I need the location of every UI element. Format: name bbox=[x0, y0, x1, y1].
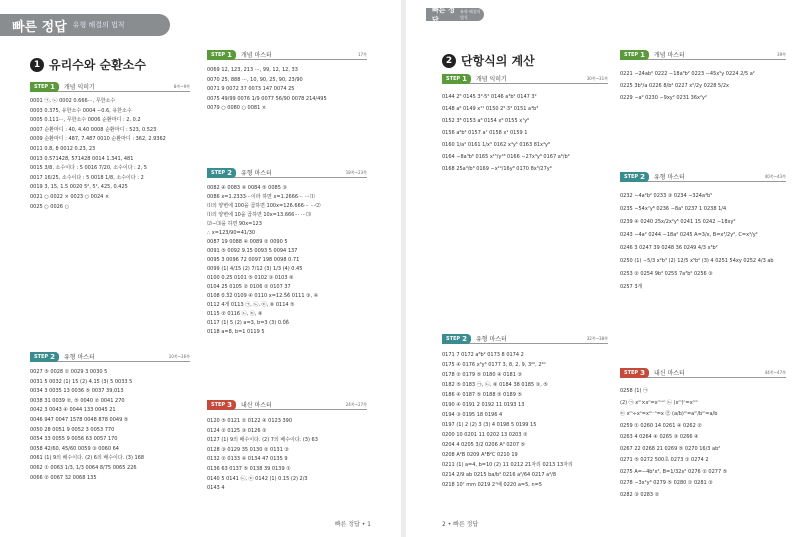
answer-list bbox=[620, 386, 786, 501]
header-subtitle: 유형 해결의 법칙 bbox=[72, 21, 125, 29]
answer-row: 0239 ④ 0240 25x/2x²y⁵ 0241 15 0242 −18xy² bbox=[620, 219, 736, 225]
step-name: 유형 마스터 bbox=[63, 354, 95, 361]
step-page: 8쪽~9쪽 bbox=[173, 83, 190, 89]
answer-row: 0186 ④ 0187 ⑤ 0188 ⑤ 0189 ⑤ bbox=[442, 392, 522, 398]
answer-row: 0132 ② 0133 ④ 0134 47 0135 9 bbox=[207, 456, 288, 463]
answer-row: 0019 3, 15, 1.5 0020 5², 5², 425, 0.425 bbox=[30, 184, 128, 191]
answer-row: 0221 −24ab² 0222 −18a³b² 0223 −45x⁵y 0224 2/5 a² bbox=[620, 71, 755, 77]
answer-row: 0069 12, 123, 213 ⋯, 99, 12, 12, 33 bbox=[207, 67, 298, 73]
answer-row: 0204 4 0205 3/2 0206 A³ 0207 ⑤ bbox=[442, 442, 526, 448]
answer-row: 0127 (1) 9의 배수이다. (2) 7의 배수이다. (3) 63 bbox=[207, 437, 318, 444]
step-header bbox=[442, 74, 608, 84]
answer-row: 0050 28 0051 9 0052 3 0053 770 bbox=[30, 426, 115, 433]
answer-row: 0211 (1) a=4, b=10 (2) 11 0212 21자리 0213 13자리 bbox=[442, 462, 573, 468]
step-name: 개념 마스터 bbox=[653, 52, 685, 59]
answer-row: 0235 −54x⁷y⁸ 0236 −8a⁵ 0237 1 0238 1/4 bbox=[620, 206, 727, 212]
answer-row: 0005 0.111⋯, 무한소수 0006 순환마디 : 2, 0.2̇ bbox=[30, 117, 141, 124]
answer-row: 0095 3 0096 72 0097 198 0098 0.7̇1̇ bbox=[207, 257, 300, 263]
answer-row: 0200 10 0201 11 0202 13 0203 ② bbox=[442, 432, 528, 438]
step-page: 10쪽~16쪽 bbox=[168, 353, 190, 359]
section-title: 단항식의 계산 bbox=[461, 54, 535, 68]
answer-row: 0190 ④ 0191 2 0192 11 0193 13 bbox=[442, 402, 525, 408]
answer-row: 0007 순환마디 : 40, 4.4̇0̇ 0008 순환마디 : 523, 0.5̇23̇ bbox=[30, 126, 157, 133]
step-name: 개념 익히기 bbox=[475, 76, 507, 83]
header-title: 빠른 정답 bbox=[432, 5, 455, 24]
answer-row: 0160 1/a² 0161 1/x⁵ 0162 x⁴y⁵ 0163 81x⁴y⁸ bbox=[442, 142, 551, 148]
answer-row: 0117 (1) 5 (2) a=3, b=3 (3) 0.0̇6̇ bbox=[207, 320, 289, 326]
answer-row: 0136 63 0137 ⑤ 0138 39 0139 ① bbox=[207, 465, 291, 472]
answer-row: 0178 ② 0179 ⑤ 0180 ④ 0181 ③ bbox=[442, 372, 522, 378]
answer-row: 0086 x=1.2333⋯이라 하면 x=1.2666⋯ ⋯⑴ bbox=[207, 194, 315, 200]
answer-row: 0099 (1) 4/15 (2) 7/12 (3) 1/3 (4) 0.4̇5̇ bbox=[207, 266, 303, 272]
answer-row: 0062 ① 0063 1/3, 1/3 0064 8/75 0065 226 bbox=[30, 464, 137, 471]
answer-row: 0079 ○ 0080 ○ 0081 × bbox=[207, 105, 267, 112]
section-heading bbox=[442, 52, 535, 69]
answer-row: 0042 3 0043 ④ 0044 133 0045 21 bbox=[30, 407, 116, 414]
answer-row: 0243 −4a² 0244 −18a² 0245 A=3/x, B=x³/2y², C=x⁴/y² bbox=[620, 232, 758, 238]
answer-row: 0120 ⑤ 0121 ② 0122 ④ 0123 390 bbox=[207, 418, 293, 424]
answer-list bbox=[207, 66, 367, 114]
answer-row: 0250 (1) −5/3 x²b³ (2) 12/5 x⁵b² (3) 4 0251 54xy 0252 4/3 ab bbox=[620, 258, 774, 264]
step-header bbox=[30, 352, 190, 362]
right-page bbox=[406, 0, 807, 537]
answer-row: 0208 A²B 0209 A³B²C 0210 19 bbox=[442, 452, 518, 458]
answer-list bbox=[207, 417, 367, 494]
answer-row: 0061 (1) 9의 배수이다. (2) 6의 배수이다. (3) 168 bbox=[30, 455, 145, 462]
answer-row: 0194 ③ 0195 18 0196 4 bbox=[442, 412, 503, 418]
answer-row: 0168 25a⁴/b⁶ 0169 −x¹⁰/16y⁸ 0170 8x³/27y⁶ bbox=[442, 166, 552, 172]
answer-row: 0232 −4a²b² 0233 ③ 0234 −324a⁴b⁵ bbox=[620, 193, 713, 199]
answer-row: 0034 3 0035 13 0036 ⑤ 0037 39,013 bbox=[30, 388, 124, 395]
section-heading bbox=[30, 56, 146, 73]
answer-row: 0115 ② 0116 ㉡, ㉢, ⑧ bbox=[207, 311, 263, 317]
answer-row: 0087 19 0088 ④ 0089 ② 0090 5 bbox=[207, 239, 288, 245]
step-badge: STEP 3 bbox=[620, 368, 649, 378]
answer-row: 0218 10⁷ mm 0219 2⁷배 0220 a=5, n=5 bbox=[442, 482, 542, 488]
answer-row: 0091 ⑤ 0092 9.1̇5̇ 0093 5 0094 137 bbox=[207, 248, 298, 254]
answer-row: 0071 9 0072 37 0073 147 0074 25 bbox=[207, 86, 295, 93]
step-name: 개념 익히기 bbox=[63, 84, 95, 91]
answer-row: 0225 3b²/a 0226 8/b² 0227 x²/2y 0228 5/2x bbox=[620, 83, 729, 89]
answer-row: 0075 49/99 0076 1/9 0077 56/90 0078 214/495 bbox=[207, 95, 327, 102]
answer-row: ⑵−⑶을 하면 90x=123 bbox=[207, 221, 262, 227]
page-footer: 빠른 정답 • 1 bbox=[334, 521, 371, 528]
answer-row: 0009 순환마디 : 487, 7.4̇87̇ 0010 순환마디 : 362, 2.9̇362̇ bbox=[30, 136, 166, 143]
answer-row: 0021 ○ 0022 × 0023 ○ 0024 × bbox=[30, 193, 110, 200]
answer-list bbox=[620, 68, 786, 104]
answer-row: 0066 ② 0067 32 0068 135 bbox=[30, 474, 97, 481]
answer-row: 0164 −8a³b⁶ 0165 x¹⁵/y¹⁸ 0166 −27x³y⁹ 0167 a⁶/b⁶ bbox=[442, 154, 570, 160]
header-subtitle: 유형 해결의 법칙 bbox=[459, 8, 481, 20]
answer-row: 0214 2/9 ab 0215 ba/b² 0216 a²/64 0217 a⁴/8 bbox=[442, 472, 557, 478]
step-page: 32쪽~38쪽 bbox=[586, 335, 608, 341]
answer-row: 0046 947 0047 1578 0048 878 0049 ⑤ bbox=[30, 416, 129, 423]
step-badge: STEP 2 bbox=[207, 168, 236, 178]
answer-list bbox=[442, 91, 608, 175]
answer-row: ⑴의 양변에 100을 곱하면 100x=126.666⋯ ⋯⑵ bbox=[207, 203, 321, 209]
answer-row: 0253 ② 0254 9b³ 0255 7a³b² 0256 ③ bbox=[620, 271, 713, 277]
answer-row: 0259 ① 0260 14 0261 ④ 0262 ② bbox=[620, 422, 702, 429]
step-page: 30쪽~31쪽 bbox=[586, 75, 608, 81]
step-page: 40쪽~43쪽 bbox=[764, 173, 786, 179]
answer-row: 0108 0.3̇2̇ 0109 ④ 0110 x=12.5̇6̇ 0111 ③, ④ bbox=[207, 293, 319, 299]
step-badge: STEP 1 bbox=[442, 74, 471, 84]
step-badge: STEP 1 bbox=[30, 82, 59, 92]
step-header bbox=[207, 400, 367, 410]
step-header bbox=[620, 172, 786, 182]
answer-list bbox=[207, 184, 367, 337]
answer-row: 0038 31 0039 ②, ⑤ 0040 ② 0041 270 bbox=[30, 397, 125, 404]
answer-row: 0175 ④ 0176 x³y⁶ 0177 3, 8, 2, 9, 3²⁰, 2²⁰ bbox=[442, 362, 546, 368]
answer-row: 0017 16/25, 소수이다 : 5 0018 1/8, 소수이다 : 2 bbox=[30, 174, 144, 181]
page-footer: 2 • 빠른 정답 bbox=[442, 521, 479, 528]
page-header bbox=[426, 5, 484, 24]
answer-row: 0278 −3x²y⁶ 0279 ⑤ 0280 ① 0281 ③ bbox=[620, 480, 713, 486]
answer-row: 0054 33 0055 9 0056 63 0057 170 bbox=[30, 436, 118, 443]
step-page: 39쪽 bbox=[777, 51, 786, 57]
step-name: 내신 마스터 bbox=[240, 402, 272, 409]
step-badge: STEP 1 bbox=[207, 50, 236, 60]
step-name: 유형 마스터 bbox=[240, 170, 272, 177]
answer-row: 0011 0.8̇, 8 0012 0.2̇3̇, 23 bbox=[30, 145, 96, 152]
answer-row: 0070 25, 888 ⋯, 10, 90, 25, 90, 23/90 bbox=[207, 76, 303, 83]
step-header bbox=[30, 82, 190, 92]
answer-row: 0156 a⁶b⁴ 0157 a⁷ 0158 x¹ 0159 1 bbox=[442, 130, 528, 136]
answer-row: 0271 ⑤ 0272 500초 0273 ① 0274 2 bbox=[620, 457, 709, 463]
answer-row: 0027 ⑤ 0028 ① 0029 3 0030 5 bbox=[30, 369, 108, 375]
step-badge: STEP 3 bbox=[207, 400, 236, 410]
answer-row: 0058 42/60, 45/60 0059 ③ 0060 64 bbox=[30, 445, 119, 452]
answer-row: ⑴의 양변에 10을 곱하면 10x=13.666⋯ ⋯⑶ bbox=[207, 212, 311, 218]
step-badge: STEP 1 bbox=[620, 50, 649, 60]
step-name: 유형 마스터 bbox=[475, 336, 507, 343]
step-page: 17쪽 bbox=[358, 51, 367, 57]
answer-row: 0152 3⁸ 0153 a⁸ 0154 x⁹ 0155 x⁷y⁶ bbox=[442, 118, 530, 124]
answer-row: 0229 −a² 0230 −9xy² 0231 36x²y² bbox=[620, 95, 707, 101]
answer-row: 0118 a=8, b=1 0119 5 bbox=[207, 329, 265, 335]
answer-row: 0263 4 0264 ④ 0265 ③ 0266 ④ bbox=[620, 434, 699, 440]
answer-row: 0031 5 0032 (1) 15 (2) 4.1̇5̇ (3) 5 0033 5 bbox=[30, 378, 133, 385]
step-badge: STEP 2 bbox=[30, 352, 59, 362]
answer-row: 0003 0.375, 유한소수 0004 −0.6, 유한소수 bbox=[30, 107, 132, 114]
answer-list bbox=[442, 350, 608, 490]
answer-row: ∴ x=123/90=41/30 bbox=[207, 230, 256, 236]
answer-row: 0140 5 0141 ㉡, ㉢ 0142 (1) 0.1̇5̇ (2) 2/3 bbox=[207, 475, 308, 482]
answer-row: 0257 3개 bbox=[620, 284, 643, 290]
answer-row: 0282 ③ 0283 ② bbox=[620, 491, 660, 498]
step-badge: STEP 2 bbox=[442, 334, 471, 344]
answer-row: 0082 ④ 0083 ④ 0084 ⑤ 0085 ③ bbox=[207, 185, 287, 191]
answer-row: 0258 (1) ㉠ bbox=[620, 388, 648, 394]
step-badge: STEP 2 bbox=[620, 172, 649, 182]
step-name: 개념 마스터 bbox=[240, 52, 272, 59]
answer-list bbox=[30, 368, 190, 483]
answer-row: 0124 ② 0125 ③ 0126 ② bbox=[207, 427, 267, 434]
answer-row: 0112 4개 0113 ㉠, ㉡, ㉢, ⑧ 0114 ⑤ bbox=[207, 302, 295, 308]
answer-row: 0104 25 0105 ② 0106 ② 0107 37 bbox=[207, 284, 291, 290]
step-page: 18쪽~23쪽 bbox=[345, 169, 367, 175]
step-name: 유형 마스터 bbox=[653, 174, 685, 181]
step-header bbox=[620, 368, 786, 378]
step-header bbox=[620, 50, 786, 60]
page-header bbox=[0, 14, 170, 36]
step-header bbox=[442, 334, 608, 344]
step-page: 24쪽~27쪽 bbox=[345, 401, 367, 407]
answer-row: 0144 2⁵ 0145 3⁴·5² 0146 a³b² 0147 3² bbox=[442, 94, 537, 100]
section-title: 유리수와 순환소수 bbox=[49, 58, 146, 72]
answer-row: 0275 A=−4b²x², B=1/32x⁵ 0276 ② 0277 ⑤ bbox=[620, 468, 728, 475]
answer-list bbox=[30, 97, 190, 212]
answer-row: 0246 3 0247 39 0248 36 0249 4/3 x³b² bbox=[620, 245, 718, 251]
answer-row: 0025 ○ 0026 ○ bbox=[30, 203, 69, 210]
answer-row: 0015 3/8, 소수이다 : 5 0016 7/20, 소수이다 : 2, 5 bbox=[30, 165, 147, 172]
answer-row: 0143 4 bbox=[207, 485, 225, 492]
answer-list bbox=[620, 190, 786, 294]
answer-row: 0001 ㉠, ㉡ 0002 0.666⋯, 무한소수 bbox=[30, 98, 116, 104]
answer-row: 0013 0.5̇71428̇, 571428 0014 1.3̇4̇1̇, 481 bbox=[30, 155, 134, 162]
answer-row: 0100 0.2̇5̇ 0101 ⑤ 0102 ③ 0103 ⑧ bbox=[207, 275, 294, 281]
answer-row: 0182 ⑤ 0183 ㉠, ㉡, ⑧ 0184 38 0185 ③, ⑤ bbox=[442, 382, 548, 388]
answer-row: 0171 7 0172 a⁸b² 0173 8 0174 2 bbox=[442, 352, 524, 358]
section-number: 2 bbox=[442, 54, 456, 68]
answer-row: 0148 a⁶ 0149 x¹¹ 0150 2⁵·3⁴ 0151 a⁴b³ bbox=[442, 106, 539, 112]
header-title: 빠른 정답 bbox=[12, 19, 67, 35]
step-page: 44쪽~47쪽 bbox=[764, 369, 786, 375]
left-page bbox=[0, 0, 401, 537]
answer-row: 0197 (1) 2 (2) 3 (3) 4 0198 5 0199 15 bbox=[442, 422, 537, 428]
step-name: 내신 마스터 bbox=[653, 370, 685, 377]
answer-row: 0267 22 0268 21 0269 ⑤ 0270 16/3 ab² bbox=[620, 445, 721, 452]
answer-row: (2) ㉠ xᵐ×xⁿ=xᵐ⁺ⁿ ㉡ (xᵐ)ⁿ=xᵐⁿ bbox=[620, 399, 698, 406]
answer-row: ㉢ xᵐ÷xⁿ=xᵐ⁻ⁿ=x ㉣ (a/b)ᵐ=aᵐ/bᵐ=a/b bbox=[620, 411, 718, 417]
step-header bbox=[207, 168, 367, 178]
answer-row: 0128 ③ 0129 35 0130 ② 0131 ③ bbox=[207, 446, 289, 453]
step-header bbox=[207, 50, 367, 60]
section-number: 1 bbox=[30, 58, 44, 72]
